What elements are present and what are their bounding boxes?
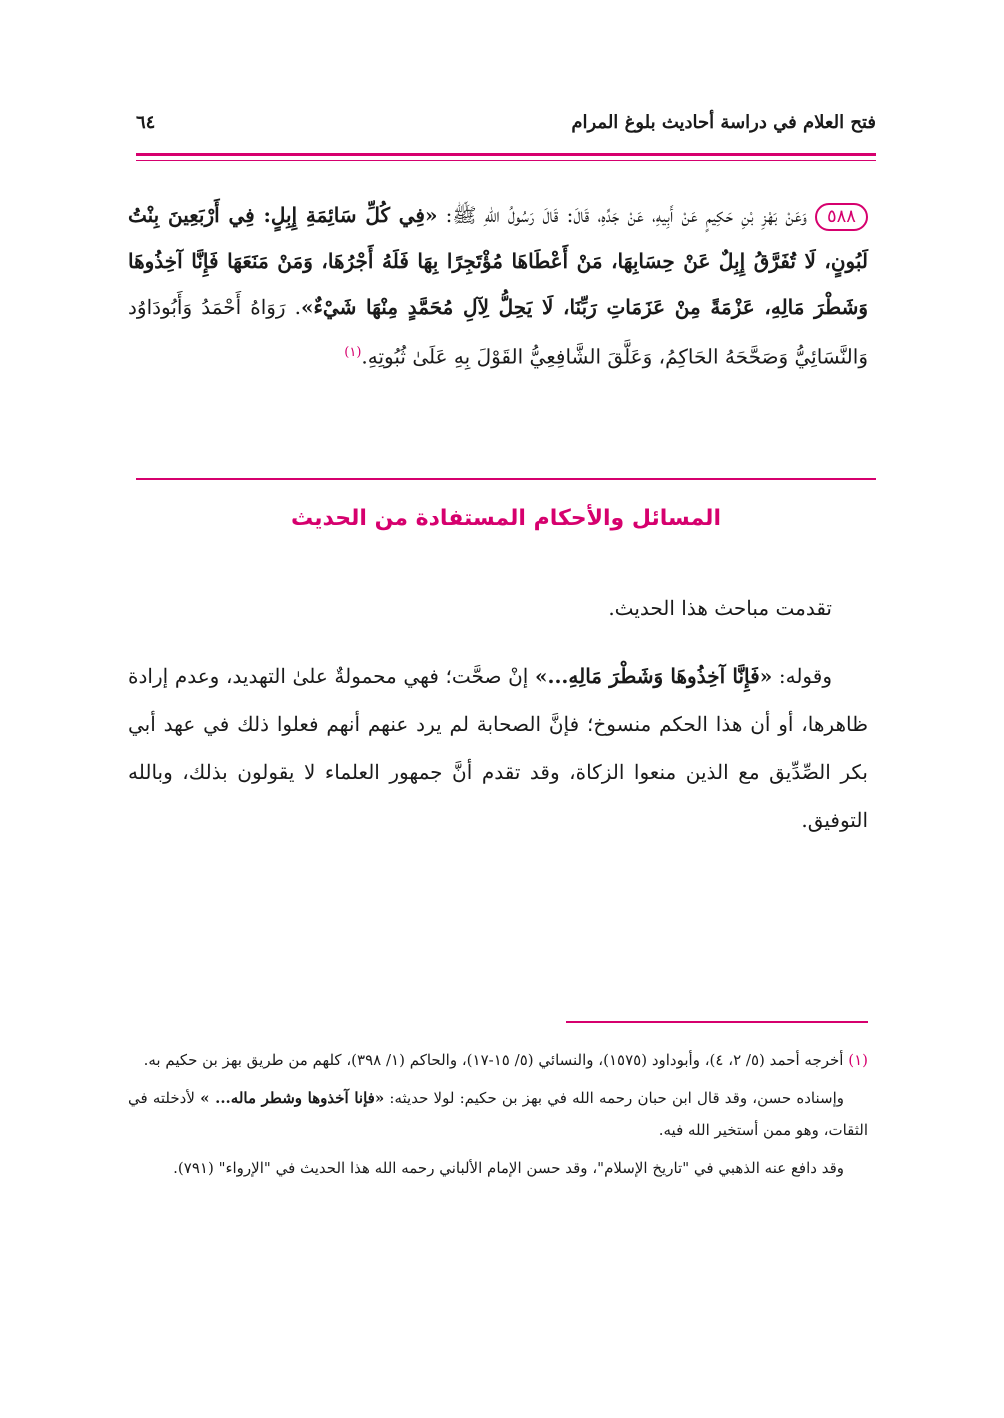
source-title: "تاريخ الإسلام" (597, 1159, 690, 1177)
body-text (128, 584, 868, 844)
hadith-chain: وَعَنْ بَهْزِ بْنِ حَكِيمٍ عَنْ أَبِيهِ، عَنْ جَدِّهِ، قَالَ: قَالَ رَسُولُ اللهِ ﷺ: (437, 203, 807, 227)
source-title: "الإرواء" (218, 1159, 271, 1177)
section-heading: المسائل والأحكام المستفادة من الحديث (291, 506, 721, 531)
hadith-matn: «فِي كُلِّ سَائِمَةِ إِبِلٍ: فِي أَرْبَعِينَ بِنْتُ لَبُونٍ، لَا تُفَرَّقُ إِبِلٌ عَنْ حِسَابِهَا، مَنْ أَعْطَاهَا مُؤْتَجِرًا بِهَا فَلَهُ أَجْرُهَا، وَمَنْ مَنَعَهَا فَإِنَّا آخِذُوهَا وَشَطْرَ مَالِهِ، عَزْمَةً مِنْ عَزَمَاتِ رَبِّنَا، لَا يَحِلُّ لِآلِ مُحَمَّدٍ مِنْهَا شَيْءٌ» (128, 203, 868, 319)
header-rule-thin (136, 160, 876, 161)
paragraph-text: إنْ صحَّت؛ فهي محمولةٌ علىٰ التهديد، وعدم إرادة ظاهرها، أو أن هذا الحكم منسوخ؛ فإنَّ الصحابة لم يرد عنهم أنهم فعلوا ذلك في عهد أبي بكر الصِّدِّيق مع الذين منعوا الزكاة، وقد تقدم أنَّ جمهور العلماء لا يقولون بذلك، وبالله التوفيق. (128, 664, 868, 832)
footnote-separator (566, 1021, 868, 1023)
hadith-takhrij: . رَوَاهُ أَحْمَدُ وَأَبُودَاوُد وَالنَّسَائِيُّ وَصَحَّحَهُ الحَاكِمُ، وَعَلَّقَ الشَّافِعِيُّ القَوْلَ بِهِ عَلَىٰ ثُبُوتِهِ. (128, 295, 868, 369)
book-title: فتح العلام في دراسة أحاديث بلوغ المرام (571, 112, 876, 133)
quote-intro: وقوله: (772, 664, 832, 688)
hadith-text (128, 192, 868, 380)
section-divider (136, 478, 876, 480)
header-rule-thick (136, 153, 876, 156)
body-paragraph: تقدمت مباحث هذا الحديث. (608, 596, 832, 620)
footnote-number: (١) (848, 1051, 868, 1069)
footnotes (128, 1044, 868, 1184)
quoted-phrase: «فَإِنَّا آخِذُوهَا وَشَطْرَ مَالِهِ...» (535, 664, 773, 688)
footnote-item (128, 1152, 868, 1184)
footnote-text: ، وقد حسن الإمام الألباني رحمه الله هذا الحديث في (270, 1159, 598, 1177)
footnote-reference: (١) (344, 345, 362, 360)
footnote-quote: «فإنا آخذوها وشطر ماله... » (200, 1089, 385, 1107)
body-paragraph (128, 652, 868, 844)
footnote-text: وقد دافع عنه الذهبي في (689, 1159, 844, 1177)
footnote-text: (٧٩١). (173, 1159, 219, 1177)
footnote-text: أخرجه أحمد (٥/ ٢، ٤)، وأبوداود (١٥٧٥)، والنسائي (٥/ ١٥-١٧)، والحاكم (١/ ٣٩٨)، كلهم من طريق بهز بن حكيم به. (143, 1051, 849, 1069)
page-number: ٦٤ (136, 112, 156, 133)
footnote-item (128, 1082, 868, 1146)
footnote-item (128, 1044, 868, 1076)
footnote-text: لأدخلته في الثقات، وهو ممن أستخير الله فيه. (128, 1089, 868, 1139)
footnote-text: وإسناده حسن، وقد قال ابن حبان رحمه الله في بهز بن حكيم: لولا حديثه: (384, 1089, 844, 1107)
running-header (136, 112, 876, 152)
hadith-number-badge: ٥٨٨ (815, 203, 868, 231)
